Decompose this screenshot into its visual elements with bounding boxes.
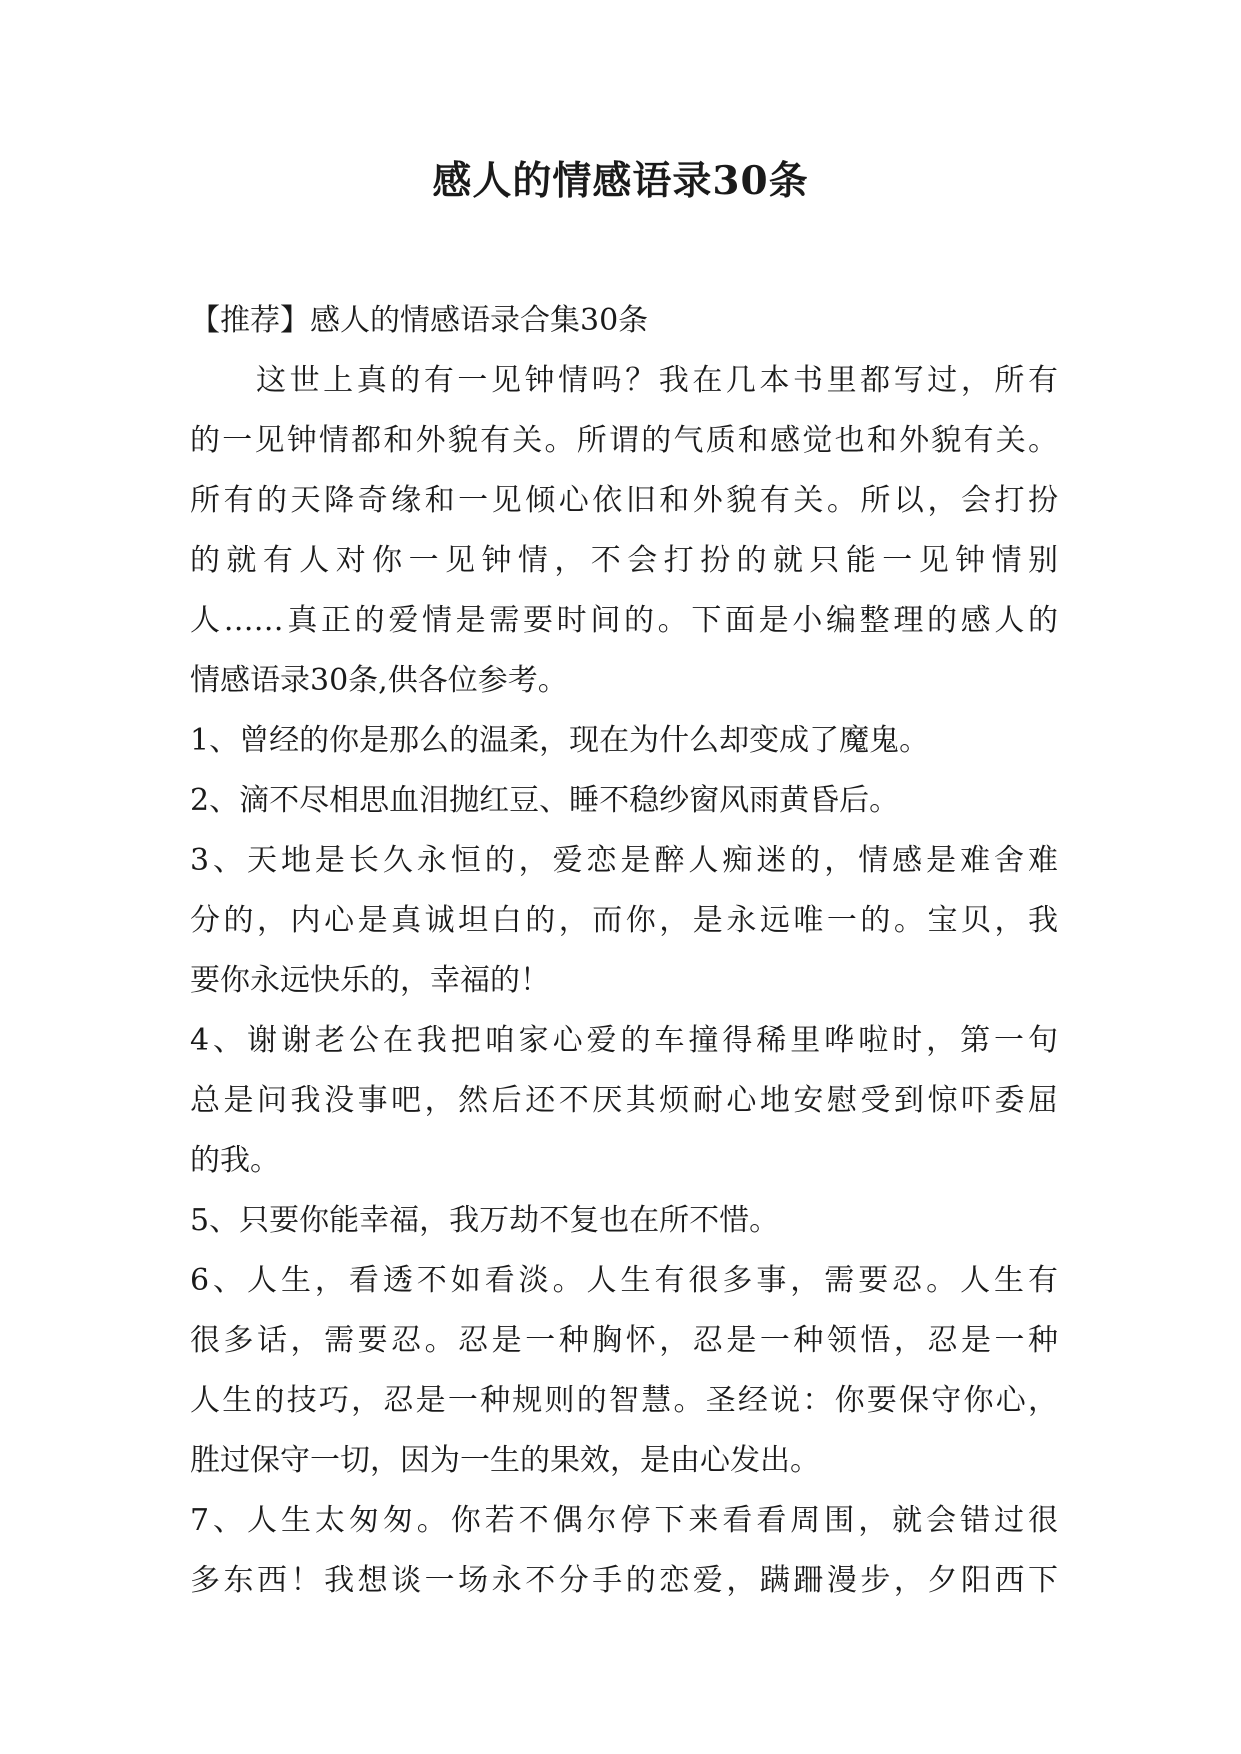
document-title: 感人的情感语录30条 (432, 158, 809, 204)
body-text-line: 多东西！我想谈一场永不分手的恋爱，蹒跚漫步，夕阳西下 (190, 1563, 1058, 1598)
body-text-line: 3、天地是长久永恒的，爱恋是醉人痴迷的，情感是难舍难 (190, 843, 1058, 878)
body-text-line: 要你永远快乐的，幸福的！ (190, 963, 550, 998)
body-text-line: 总是问我没事吧，然后还不厌其烦耐心地安慰受到惊吓委屈 (190, 1083, 1058, 1118)
body-text-line: 的我。 (190, 1143, 280, 1178)
document-body (190, 291, 1058, 1611)
body-text-line: 这世上真的有一见钟情吗？我在几本书里都写过，所有 (256, 363, 1058, 398)
body-text-line: 2、滴不尽相思血泪抛红豆、睡不稳纱窗风雨黄昏后。 (190, 783, 900, 818)
body-text-line: 人……真正的爱情是需要时间的。下面是小编整理的感人的 (190, 603, 1058, 638)
body-text-line: 人生的技巧，忍是一种规则的智慧。圣经说：你要保守你心， (190, 1383, 1058, 1418)
body-text-line: 所有的天降奇缘和一见倾心依旧和外貌有关。所以，会打扮 (190, 483, 1058, 518)
body-text-line: 的一见钟情都和外貌有关。所谓的气质和感觉也和外貌有关。 (190, 423, 1058, 458)
body-text-line: 6、人生，看透不如看淡。人生有很多事，需要忍。人生有 (190, 1263, 1058, 1298)
body-text-line: 情感语录30条,供各位参考。 (190, 663, 568, 698)
body-text-line: 的就有人对你一见钟情，不会打扮的就只能一见钟情别 (190, 543, 1058, 578)
body-text-line: 7、人生太匆匆。你若不偶尔停下来看看周围，就会错过很 (190, 1503, 1058, 1538)
body-text-line: 【推荐】感人的情感语录合集30条 (190, 303, 649, 338)
body-text-line: 4、谢谢老公在我把咱家心爱的车撞得稀里哗啦时，第一句 (190, 1023, 1058, 1058)
body-text-line: 很多话，需要忍。忍是一种胸怀，忍是一种领悟，忍是一种 (190, 1323, 1058, 1358)
body-text-line: 1、曾经的你是那么的温柔，现在为什么却变成了魔鬼。 (190, 723, 930, 758)
body-text-line: 分的，内心是真诚坦白的，而你，是永远唯一的。宝贝，我 (190, 903, 1058, 938)
body-text-line: 5、只要你能幸福，我万劫不复也在所不惜。 (190, 1203, 780, 1238)
body-text-line: 胜过保守一切，因为一生的果效，是由心发出。 (190, 1443, 820, 1478)
